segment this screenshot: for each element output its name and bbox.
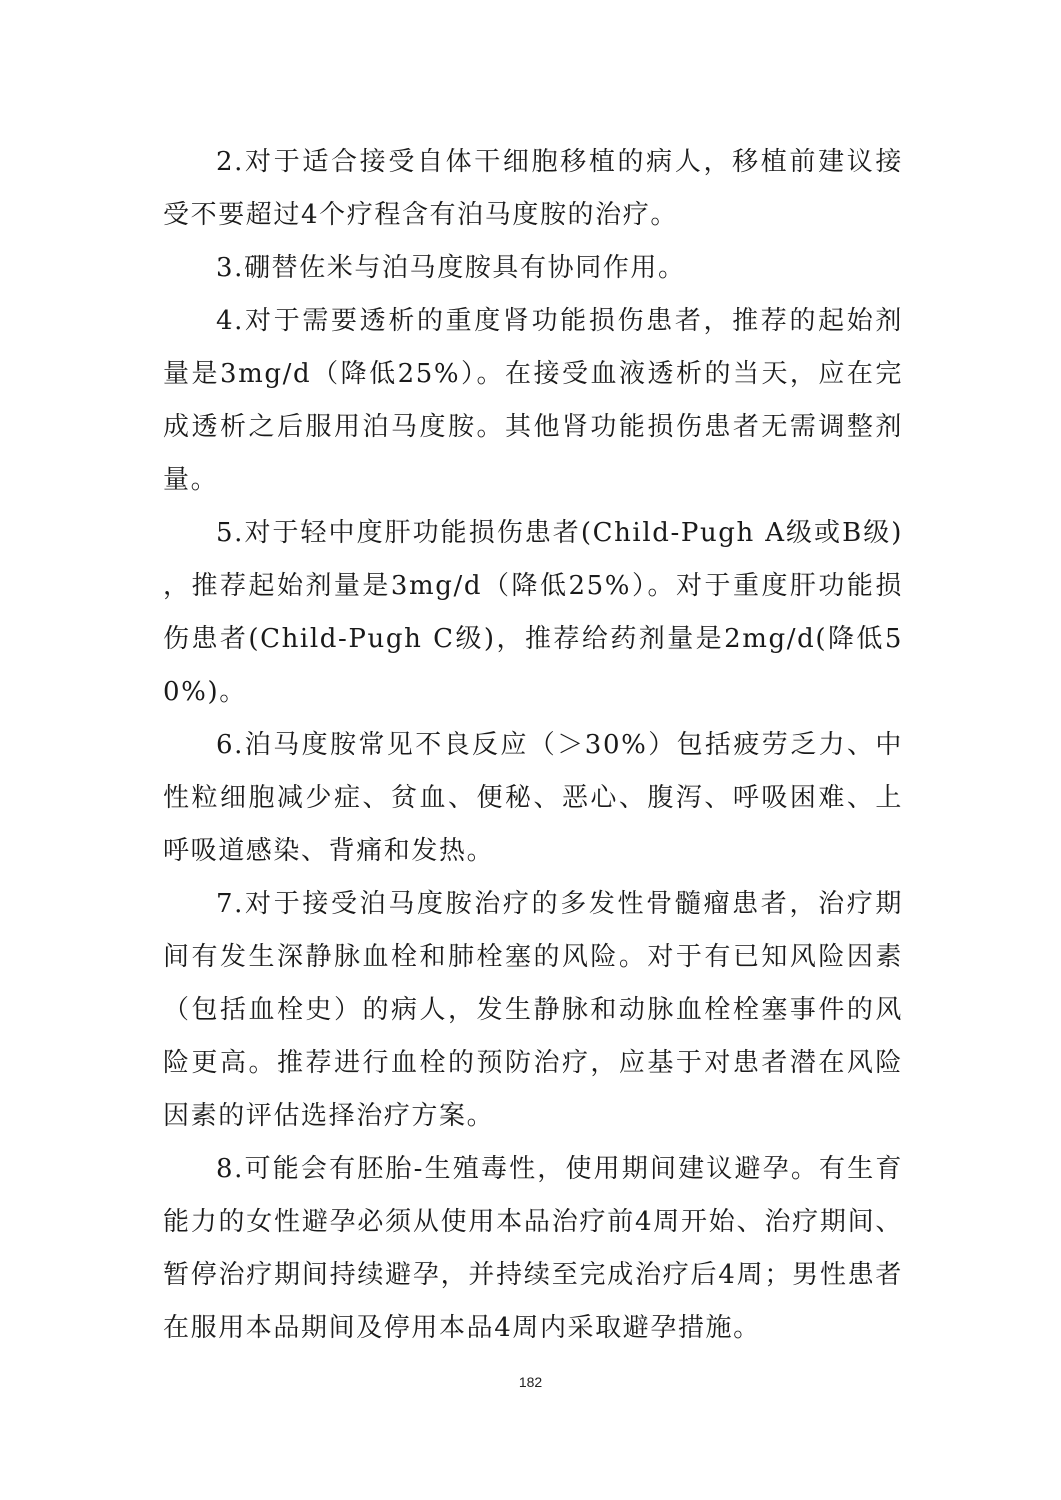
page-number: 182 — [518, 1374, 543, 1390]
paragraph-item-8: 8.可能会有胚胎-生殖毒性，使用期间建议避孕。有生育能力的女性避孕必须从使用本品治疗前4周开始、治疗期间、暂停治疗期间持续避孕，并持续至完成治疗后4周；男性患者在服用本品期间及停用本品4周内采取避孕措施。 — [163, 1154, 903, 1343]
document-body — [163, 136, 903, 1355]
paragraph-item-2: 2.对于适合接受自体干细胞移植的病人，移植前建议接受不要超过4个疗程含有泊马度胺的治疗。 — [163, 147, 903, 230]
paragraph-item-4: 4.对于需要透析的重度肾功能损伤患者，推荐的起始剂量是3mg/d（降低25%）。在接受血液透析的当天，应在完成透析之后服用泊马度胺。其他肾功能损伤患者无需调整剂量。 — [163, 306, 903, 495]
paragraph-item-3: 3.硼替佐米与泊马度胺具有协同作用。 — [216, 253, 686, 283]
paragraph-item-7: 7.对于接受泊马度胺治疗的多发性骨髓瘤患者，治疗期间有发生深静脉血栓和肺栓塞的风险。对于有已知风险因素（包括血栓史）的病人，发生静脉和动脉血栓栓塞事件的风险更高。推荐进行血栓的预防治疗，应基于对患者潜在风险因素的评估选择治疗方案。 — [163, 889, 903, 1131]
paragraph-item-5: 5.对于轻中度肝功能损伤患者(Child-Pugh A级或B级)，推荐起始剂量是3mg/d（降低25%）。对于重度肝功能损伤患者(Child-Pugh C级)，推荐给药剂量是2mg/d(降低50%)。 — [163, 518, 903, 707]
paragraph-item-6: 6.泊马度胺常见不良反应（＞30%）包括疲劳乏力、中性粒细胞减少症、贫血、便秘、恶心、腹泻、呼吸困难、上呼吸道感染、背痛和发热。 — [163, 730, 903, 866]
